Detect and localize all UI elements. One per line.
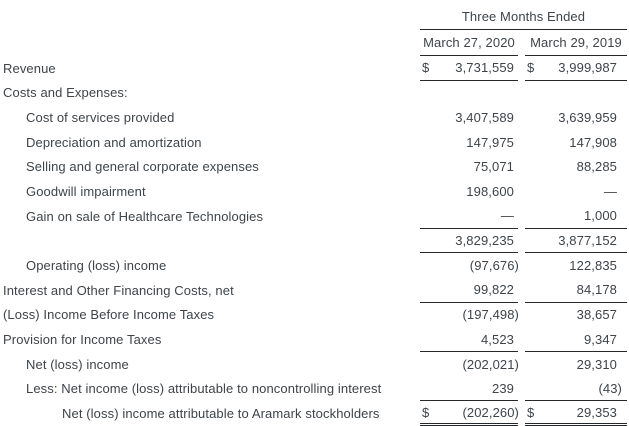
value-2019 bbox=[525, 81, 627, 106]
table-row bbox=[0, 155, 629, 180]
table-row bbox=[0, 229, 629, 254]
table-row bbox=[0, 56, 629, 81]
row-label: Net (loss) income attributable to Aramark stockholders bbox=[62, 406, 380, 422]
row-label: Operating (loss) income bbox=[26, 258, 167, 274]
amount: — bbox=[500, 208, 514, 224]
column-gap bbox=[518, 303, 525, 328]
period-header-row bbox=[0, 0, 629, 30]
column-gap bbox=[518, 179, 525, 204]
value-2019 bbox=[525, 401, 627, 426]
value-2019 bbox=[525, 179, 627, 204]
row-label: Cost of services provided bbox=[26, 110, 175, 126]
value-2019 bbox=[525, 377, 627, 402]
label-column-spacer bbox=[0, 30, 420, 56]
value-2019 bbox=[525, 327, 627, 352]
period-header: Three Months Ended bbox=[420, 0, 627, 30]
table-body bbox=[0, 56, 629, 426]
amount: (97,676) bbox=[469, 258, 519, 274]
amount: 99,822 bbox=[473, 282, 514, 298]
dollar-sign: $ bbox=[422, 60, 430, 76]
amount: 4,523 bbox=[480, 331, 514, 347]
column-gap bbox=[518, 377, 525, 402]
row-label: Costs and Expenses: bbox=[3, 85, 128, 101]
row-label: Revenue bbox=[3, 60, 56, 76]
row-label: Gain on sale of Healthcare Technologies bbox=[26, 208, 264, 224]
column-gap bbox=[518, 327, 525, 352]
table-row bbox=[0, 352, 629, 377]
label-column-spacer bbox=[0, 0, 420, 30]
value-2019 bbox=[525, 204, 627, 229]
value-2019 bbox=[525, 303, 627, 328]
amount: (43) bbox=[598, 380, 622, 396]
value-2019 bbox=[525, 105, 627, 130]
table-row bbox=[0, 105, 629, 130]
value-2020 bbox=[420, 377, 518, 402]
table-row bbox=[0, 401, 629, 426]
column-gap bbox=[518, 155, 525, 180]
row-label: Interest and Other Financing Costs, net bbox=[3, 282, 234, 298]
column-gap bbox=[518, 105, 525, 130]
column-gap bbox=[518, 204, 525, 229]
row-label: Net (loss) income bbox=[26, 356, 129, 372]
column-header-2020: March 27, 2020 bbox=[420, 30, 518, 56]
row-label: Selling and general corporate expenses bbox=[26, 159, 259, 175]
value-2019 bbox=[525, 253, 627, 278]
amount: 84,178 bbox=[576, 282, 617, 298]
value-2020 bbox=[420, 278, 518, 303]
column-gap bbox=[518, 56, 525, 81]
column-gap bbox=[518, 401, 525, 426]
column-gap bbox=[518, 352, 525, 377]
value-2020 bbox=[420, 253, 518, 278]
column-gap bbox=[518, 278, 525, 303]
dollar-sign: $ bbox=[527, 60, 535, 76]
amount: 239 bbox=[492, 380, 514, 396]
column-gap bbox=[518, 253, 525, 278]
value-2019 bbox=[525, 278, 627, 303]
column-gap bbox=[518, 130, 525, 155]
table-row bbox=[0, 303, 629, 328]
amount: — bbox=[603, 184, 617, 200]
row-label: Provision for Income Taxes bbox=[3, 332, 162, 348]
amount: 122,835 bbox=[569, 258, 617, 274]
amount: (202,021) bbox=[462, 356, 519, 372]
row-label: Goodwill impairment bbox=[26, 184, 146, 200]
table-row bbox=[0, 253, 629, 278]
dollar-sign: $ bbox=[527, 404, 535, 420]
amount: 147,975 bbox=[466, 134, 514, 150]
value-2020 bbox=[420, 105, 518, 130]
table-row bbox=[0, 327, 629, 352]
amount: 29,310 bbox=[576, 356, 617, 372]
value-2019 bbox=[525, 352, 627, 377]
amount: (202,260) bbox=[462, 404, 519, 420]
row-label bbox=[0, 229, 420, 254]
amount: 88,285 bbox=[576, 159, 617, 175]
amount: 3,731,559 bbox=[455, 60, 514, 76]
table-row bbox=[0, 130, 629, 155]
column-gap bbox=[518, 81, 525, 106]
amount: (197,498) bbox=[462, 307, 519, 323]
value-2020 bbox=[420, 303, 518, 328]
column-headers-row bbox=[0, 30, 629, 56]
table-row bbox=[0, 81, 629, 106]
table-row bbox=[0, 377, 629, 402]
column-gap bbox=[518, 30, 525, 56]
value-2020 bbox=[420, 352, 518, 377]
amount: 75,071 bbox=[473, 159, 514, 175]
value-2019 bbox=[525, 229, 627, 254]
amount: 3,407,589 bbox=[455, 110, 514, 126]
value-2020 bbox=[420, 327, 518, 352]
amount: 3,877,152 bbox=[558, 232, 617, 248]
value-2020 bbox=[420, 56, 518, 81]
value-2020 bbox=[420, 401, 518, 426]
table-row bbox=[0, 278, 629, 303]
value-2019 bbox=[525, 56, 627, 81]
table-row bbox=[0, 179, 629, 204]
row-label: Depreciation and amortization bbox=[26, 134, 202, 150]
value-2020 bbox=[420, 204, 518, 229]
table-row bbox=[0, 204, 629, 229]
value-2020 bbox=[420, 179, 518, 204]
amount: 198,600 bbox=[466, 184, 514, 200]
value-2020 bbox=[420, 229, 518, 254]
row-label: Less: Net income (loss) attributable to noncontrolling interest bbox=[26, 381, 382, 397]
amount: 1,000 bbox=[583, 208, 617, 224]
column-header-2019: March 29, 2019 bbox=[525, 30, 627, 56]
amount: 38,657 bbox=[576, 307, 617, 323]
value-2020 bbox=[420, 155, 518, 180]
value-2019 bbox=[525, 130, 627, 155]
value-2020 bbox=[420, 81, 518, 106]
value-2019 bbox=[525, 155, 627, 180]
column-gap bbox=[518, 229, 525, 254]
row-label: (Loss) Income Before Income Taxes bbox=[3, 307, 215, 323]
dollar-sign: $ bbox=[422, 404, 430, 420]
amount: 3,829,235 bbox=[455, 232, 514, 248]
value-2020 bbox=[420, 130, 518, 155]
amount: 147,908 bbox=[569, 134, 617, 150]
amount: 29,353 bbox=[576, 404, 617, 420]
amount: 3,999,987 bbox=[558, 60, 617, 76]
amount: 9,347 bbox=[583, 331, 617, 347]
amount: 3,639,959 bbox=[558, 110, 617, 126]
